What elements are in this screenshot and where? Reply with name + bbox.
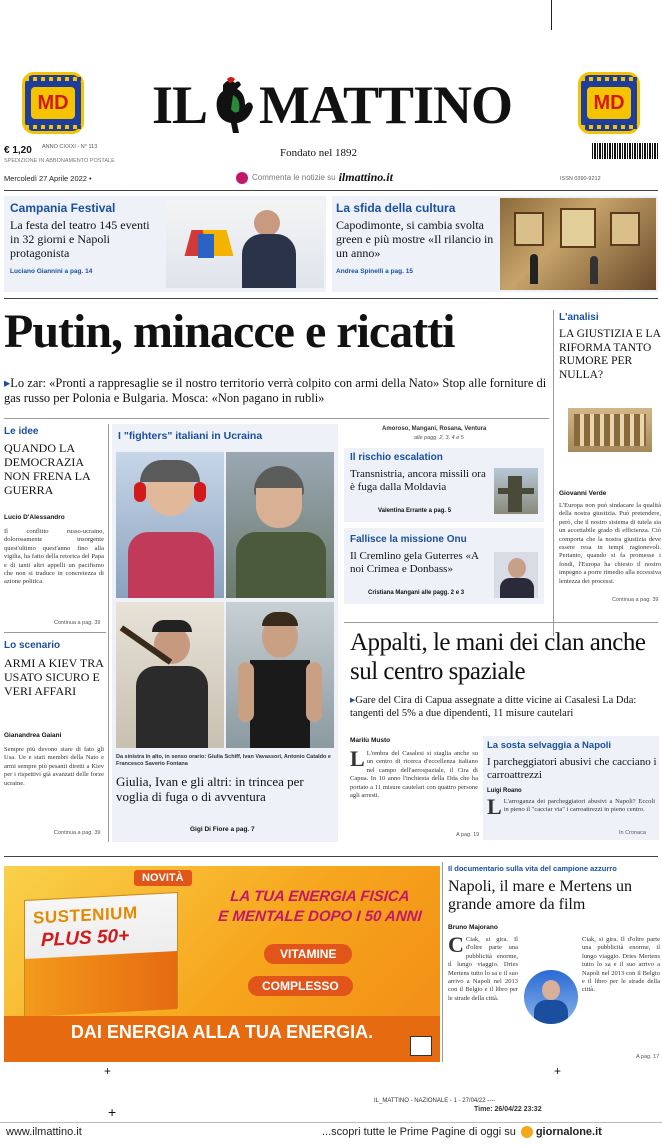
ideas-body: Il conflitto russo-ucraino, dolorosamente insorgente quest'ultimo quest'anno fino alla vigilia, ha fatto della retorica del Papa e di tanti altri appelli un pacifismo che non si traduce in concretezza di azione politica. [4, 528, 104, 586]
fighters-byline: Gigi Di Fiore a pag. 7 [190, 826, 255, 833]
mertens-photo [524, 970, 578, 1024]
sosta-box[interactable] [483, 736, 659, 840]
scenario-headline[interactable]: ARMI A KIEV TRA USATO SICURO E VERI AFFARI [4, 656, 104, 698]
md-logo-left [22, 72, 84, 134]
crop-mark-plus: + [554, 1064, 562, 1078]
ideas-headline[interactable]: QUANDO LA DEMOCRAZIA NON FRENA LA GUERRA [4, 441, 91, 497]
ad-product-box [24, 892, 178, 1016]
analysis-kicker: L'analisi [559, 312, 599, 323]
rooster-icon [209, 75, 257, 135]
promo-headline: La festa del teatro 145 eventi in 32 giorni e Napoli protagonista [10, 218, 150, 260]
onu-box[interactable] [344, 528, 544, 604]
scenario-kicker: Lo scenario [4, 640, 61, 651]
ad-badge: NOVITÀ [134, 870, 192, 886]
sustenium-ad[interactable] [4, 866, 440, 1062]
analysis-body: L'Europa non può sindacare la qualità della nostra giustizia. Può pretendere, però, che il nostro sistema di tutela sia un accettabile grado di efficienza. Ciò comporta che la nostra giustizia deve essere resa in tempi ragionevoli. Pertanto, quando si fa promesse i fondi, l'Europa ha chiesto il nostro impegno a porre rimedio alla eccessiva lentezza dei processi. [559, 502, 661, 585]
ad-brand-logo [410, 1036, 432, 1056]
mertens-kicker: Il documentario sulla vita del campione azzurro [448, 864, 617, 873]
ideas-author: Lucio D'Alessandro [4, 514, 65, 521]
ad-brand-sub: PLUS 50+ [41, 925, 130, 952]
appalti-page[interactable]: A pag. 19 [456, 832, 480, 838]
comment-bar[interactable] [236, 170, 393, 185]
mertens-author: Bruno Majorano [448, 924, 498, 931]
promo-campania[interactable] [4, 196, 326, 292]
footer-time: Time: 26/04/22 23:32 [474, 1106, 542, 1113]
ideas-continue[interactable]: Continua a pag. 39 [54, 620, 101, 626]
fighters-headline[interactable]: Giulia, Ivan e gli altri: in trincea per voglia di fuga o di avventura [116, 774, 304, 804]
founded: Fondato nel 1892 [280, 147, 357, 159]
analysis-author: Giovanni Verde [559, 490, 607, 497]
promo-byline: Luciano Giannini a pag. 14 [10, 268, 93, 275]
escalation-headline: Transnistria, ancora missili ora è fuga dalla Moldavia [350, 468, 486, 493]
photo-giulia [116, 452, 224, 598]
promo-kicker: Campania Festival [10, 201, 116, 215]
analysis-continue[interactable]: Continua a pag. 39 [612, 597, 659, 603]
masthead: IL MATTINO [151, 75, 513, 135]
appalti-body: L L'ombra del Casalesi si staglia anche su un centro di ricerca d'eccellenza italiano nel campo dell'aerospaziale, il Cira di Capua. In 10 anno l'inchiesta della Dda che ha portato a 11 misure cautelari con quattro persone agli arresti. [350, 750, 478, 800]
fighters-caption: Da sinistra in alto, in senso orario: Giulia Schiff, Ivan Vavassori, Antonio Cataldo e Francesco Saverio Fontana [116, 754, 331, 767]
sosta-body: L L'arroganza dei parcheggiatori abusivi a Napoli? Eccoli in pieno il "cacciar via" i carroattrezzi in pieno centro. [487, 798, 655, 819]
analysis-headline[interactable]: LA GIUSTIZIA E LA RIFORMA TANTO RUMORE PER NULLA? [559, 328, 661, 381]
promo-headline: Capodimonte, si cambia svolta green e più mostre «Il rilancio in un anno» [336, 218, 494, 260]
main-subhead: ▸Lo zar: «Pronti a rappresaglie se il nostro territorio verrà colpito con armi della Nato» Stop alle forniture di gas russo per Polonia e Bulgaria. Mosca: «Non pagano in rubli» [4, 376, 547, 405]
barcode [592, 143, 658, 159]
onu-kicker: Fallisce la missione Onu [350, 534, 467, 545]
mertens-body: C Ciak, si gira. Il d'oltre parte una pubblicità enorme, il lungo viaggio. Dries Mertens tutto lo sa e il suo arrivo a Napoli nel 2013 con il Belgio e il libro per le strade della città. [448, 936, 518, 1002]
onu-byline: Cristiana Mangani alle pagg. 2 e 3 [368, 590, 465, 596]
comment-prefix: Commenta le notizie su [252, 173, 336, 182]
main-headline[interactable]: Putin, minacce e ricatti [4, 305, 455, 358]
photo-francesco [226, 602, 334, 748]
md-logo-right [578, 72, 640, 134]
sosta-author: Luigi Roano [487, 788, 522, 794]
photo-ivan [226, 452, 334, 598]
price: € 1,20 [4, 145, 32, 156]
escalation-kicker: Il rischio escalation [350, 452, 443, 463]
footer-imprint: IL_MATTINO - NAZIONALE - 1 - 27/04/22 ---- [374, 1098, 496, 1104]
photo-antonio [116, 602, 224, 748]
price-note: ANNO CXXXI - N° 113 [42, 144, 98, 150]
escalation-box[interactable] [344, 448, 544, 522]
ad-line1: LA TUA ENERGIA FISICA [229, 888, 411, 905]
onu-photo [494, 552, 538, 598]
footer-site-link[interactable]: www.ilmattino.it [6, 1126, 82, 1138]
md-label: MD [37, 91, 69, 114]
footer-brand[interactable]: giornalone.it [535, 1126, 602, 1138]
analysis-photo [568, 408, 652, 452]
scenario-author: Gianandrea Gaiani [4, 732, 62, 739]
mertens-page[interactable]: A pag. 17 [636, 1054, 660, 1060]
date: Mercoledì 27 Aprile 2022 • [4, 174, 92, 183]
crop-mark-plus: + [108, 1104, 117, 1120]
escalation-byline: Valentina Errante a pag. 5 [378, 508, 452, 514]
ad-pill-complesso: COMPLESSO [248, 976, 353, 996]
onu-headline: Il Cremlino gela Guterres «A noi Crimea e Donbass» [350, 550, 479, 575]
sosta-page[interactable]: In Cronaca [619, 830, 646, 836]
ad-line2: E MENTALE DOPO I 50 ANNI [217, 908, 423, 925]
appalti-subhead: ▸Gare del Cira di Capua assegnate a ditte vicine ai Casalesi La Dda: tangenti del 5% a due dipendenti, 11 misure cautelari [350, 695, 637, 719]
sosta-headline: I parcheggiatori abusivi che cacciano i carroattrezzi [487, 756, 657, 781]
ideas-kicker: Le idee [4, 426, 39, 437]
comment-site-link[interactable]: ilmattino.it [338, 170, 393, 184]
giornalone-icon [521, 1126, 533, 1138]
appalti-headline[interactable]: Appalti, le mani dei clan anche sul centro spaziale [350, 629, 646, 685]
promo-capodimonte[interactable] [332, 196, 658, 292]
imprint-small: SPEDIZIONE IN ABBONAMENTO POSTALE [4, 158, 115, 164]
scenario-continue[interactable]: Continua a pag. 39 [54, 830, 101, 836]
museum-photo [500, 198, 656, 290]
mertens-body-right: Ciak, si gira. Il d'oltre parte una pubblicità enorme, il lungo viaggio. Dries Mertens tutto lo sa e il suo arrivo a Napoli nel 2013 con il Belgio e il libro per le strade della città. [582, 936, 660, 994]
bylines-names: Amoroso, Mangani, Rosana, Ventura [382, 426, 487, 432]
scenario-body: Sempre più devono stare di fato gli Usa. Ue e stati membri della Nato e armi sempre più pesanti diretti a Kiev per i rispettivi già avanzati delle forze ucraine. [4, 746, 104, 787]
sosta-kicker: La sosta selvaggia a Napoli [487, 740, 612, 751]
ad-pill-vitamine: VITAMINE [264, 944, 352, 964]
promo-photo [166, 200, 324, 288]
ad-slogan: DAI ENERGIA ALLA TUA ENERGIA. [70, 1022, 374, 1042]
mertens-headline[interactable]: Napoli, il mare e Mertens un grande amore da film [448, 878, 632, 913]
fighters-kicker: I "fighters" italiani in Ucraina [118, 430, 263, 442]
md-label: MD [593, 91, 625, 114]
promo-byline: Andrea Spinelli a pag. 15 [336, 268, 413, 275]
bylines-pages: alle pagg. 2, 3, 4 e 5 [414, 435, 464, 441]
barcode-note: ISSN 0390-9212 [560, 176, 601, 182]
comment-icon [236, 172, 248, 184]
footer-prefix: ...scopri tutte le Prime Pagine di oggi su [322, 1126, 516, 1138]
crop-mark-plus: + [104, 1064, 112, 1078]
escalation-photo [494, 468, 538, 514]
promo-kicker: La sfida della cultura [336, 201, 456, 215]
ad-brand: SUSTENIUM [33, 903, 138, 928]
crop-mark [551, 0, 552, 30]
footer-giornalone[interactable] [322, 1126, 602, 1138]
appalti-author: Marilù Musto [350, 737, 391, 744]
fighters-box[interactable] [112, 424, 338, 842]
